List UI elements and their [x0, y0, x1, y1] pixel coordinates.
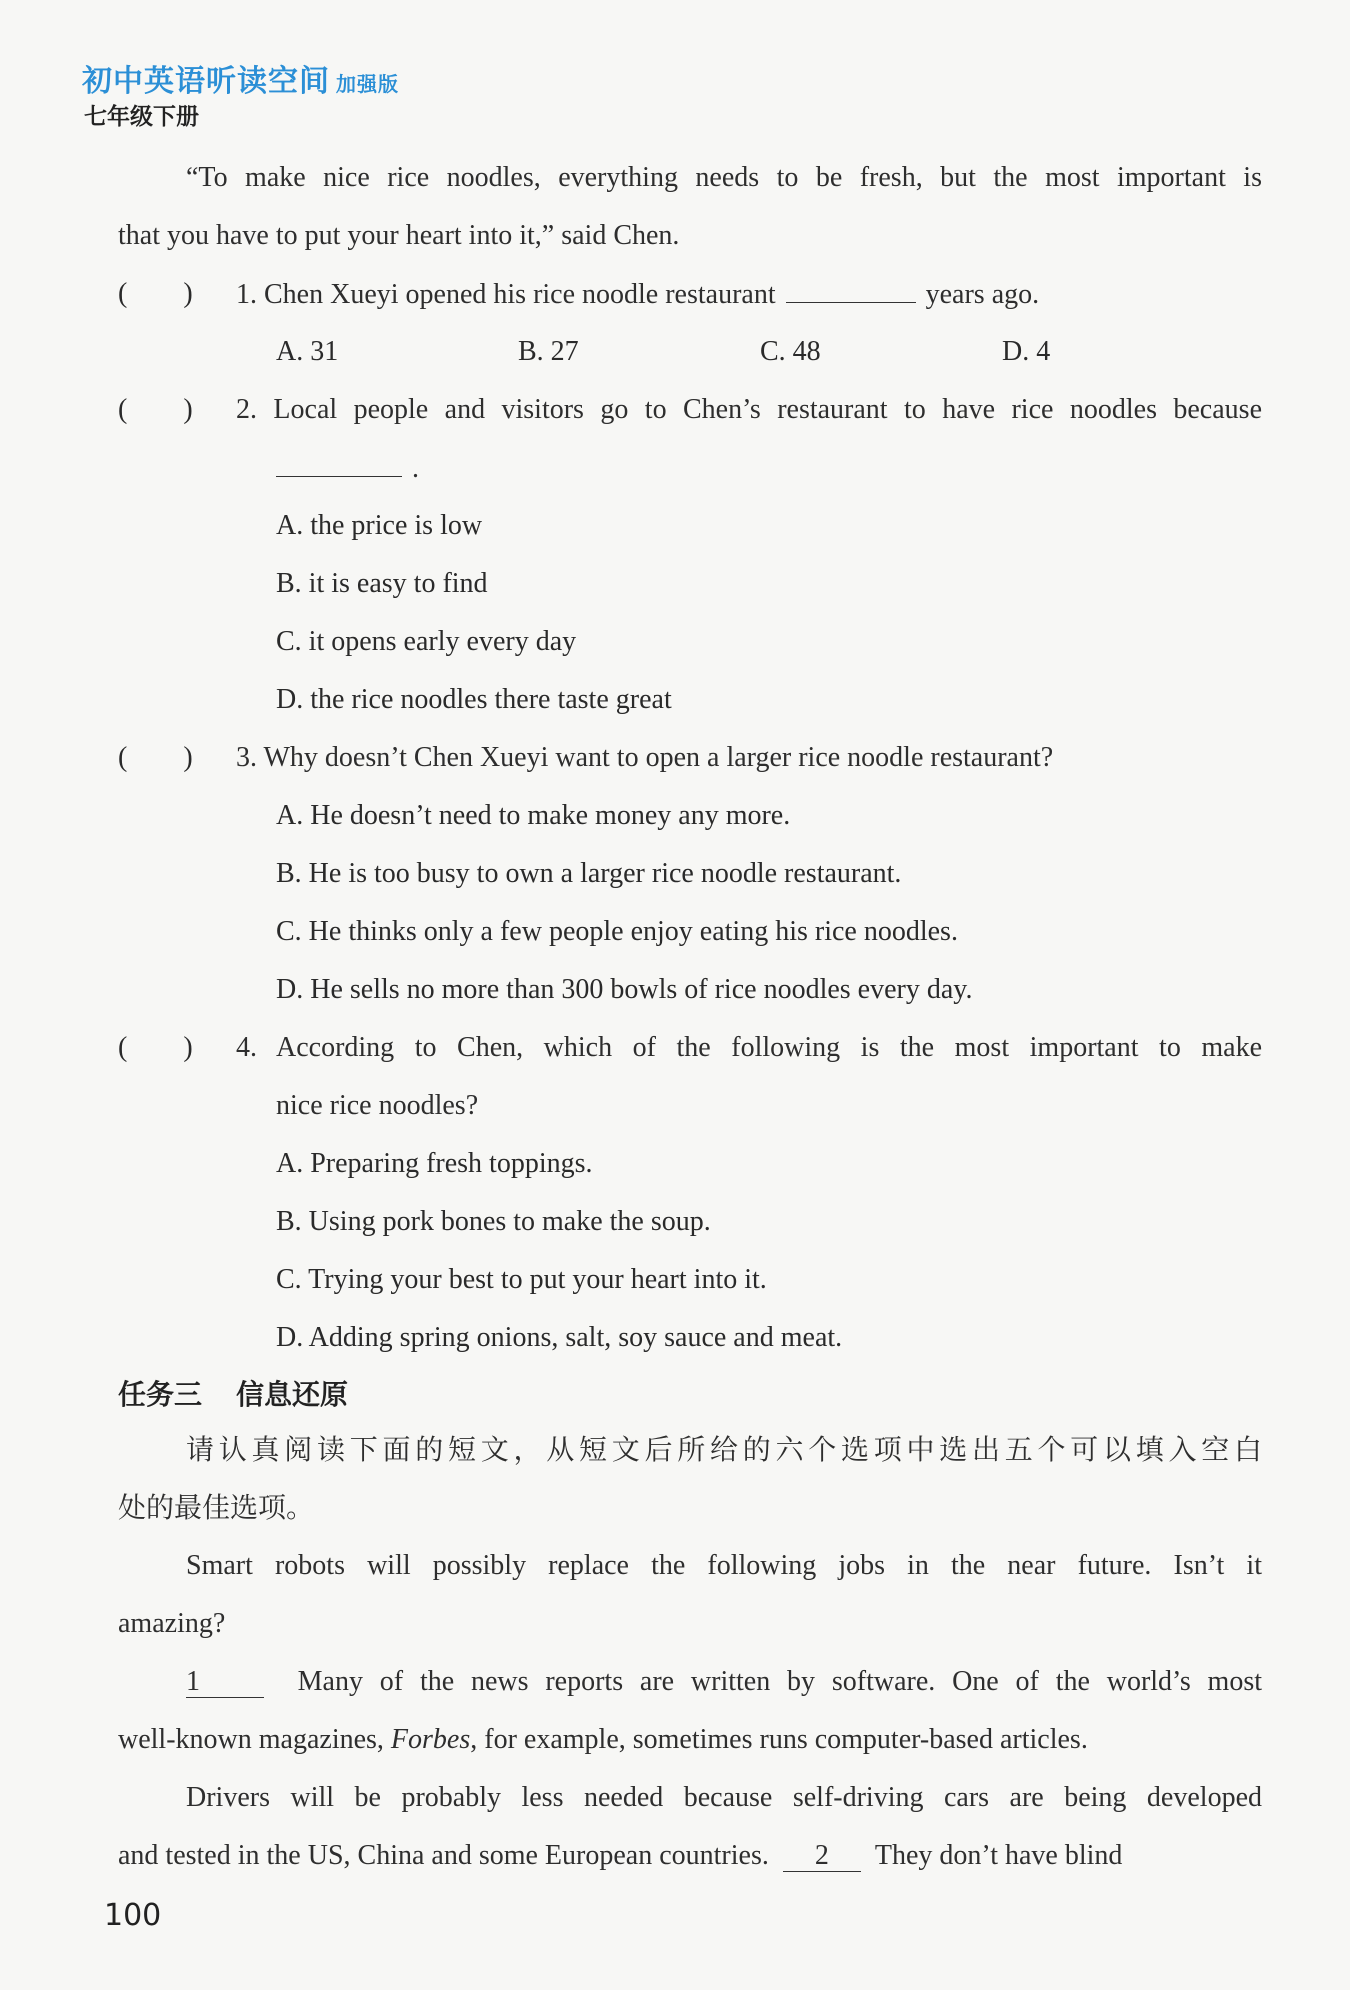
- answer-bracket-2[interactable]: ( ): [118, 394, 193, 425]
- option-1d: D. 4: [1002, 336, 1051, 367]
- question-1-options: [276, 334, 1244, 370]
- passage-p2-post: , for example, sometimes runs computer-based articles.: [470, 1724, 1088, 1755]
- passage-p3-line-2: [118, 1838, 1262, 1874]
- passage-p2-line-1-text: Many of the news reports are written by software. One of the world’s most: [297, 1666, 1263, 1697]
- option-3b: B. He is too busy to own a larger rice noodle restaurant.: [276, 858, 902, 889]
- option-2c: C. it opens early every day: [276, 626, 577, 657]
- option-3d: D. He sells no more than 300 bowls of rice noodles every day.: [276, 974, 973, 1005]
- question-4-line-1: 4. According to Chen, which of the following is the most important to make: [236, 1032, 1262, 1063]
- question-2-line-2: [276, 450, 419, 487]
- intro-line-1: “To make nice rice noodles, everything needs to be fresh, but the most important is: [186, 162, 1262, 193]
- option-1c: C. 48: [760, 336, 821, 367]
- page-number: 100: [104, 1898, 162, 1933]
- question-4-line-2: nice rice noodles?: [276, 1090, 479, 1121]
- question-2-period: .: [412, 453, 419, 484]
- option-3c: C. He thinks only a few people enjoy eating his rice noodles.: [276, 916, 958, 947]
- task-3-instruction-2: 处的最佳选项。: [118, 1491, 315, 1524]
- passage-p2-line-1: [186, 1664, 1262, 1700]
- option-1a: A. 31: [276, 336, 339, 367]
- question-1-text: 1. Chen Xueyi opened his rice noodle restaurant: [236, 279, 776, 310]
- blank-2: 2: [783, 1841, 861, 1872]
- task-3-title: 信息还原: [236, 1378, 349, 1411]
- passage-p2-line-2: [118, 1722, 1088, 1758]
- question-1-text-end: years ago.: [925, 279, 1040, 310]
- blank-1: 1: [186, 1667, 264, 1698]
- question-2-blank: [276, 450, 402, 477]
- answer-bracket-3[interactable]: ( ): [118, 742, 193, 773]
- option-4a: A. Preparing fresh toppings.: [276, 1148, 593, 1179]
- question-1-blank: [786, 276, 916, 303]
- option-3a: A. He doesn’t need to make money any more.: [276, 800, 791, 831]
- question-2-line-1: 2. Local people and visitors go to Chen’s restaurant to have rice noodles because: [236, 394, 1262, 425]
- option-4d: D. Adding spring onions, salt, soy sauce and meat.: [276, 1322, 843, 1353]
- question-1: [236, 276, 1039, 313]
- task-3-heading: [118, 1373, 348, 1413]
- answer-bracket-1[interactable]: ( ): [118, 278, 193, 309]
- passage-p3-post: They don’t have blind: [874, 1840, 1123, 1871]
- edition-label: 加强版: [336, 72, 399, 96]
- question-3: 3. Why doesn’t Chen Xueyi want to open a larger rice noodle restaurant?: [236, 742, 1054, 773]
- option-4c: C. Trying your best to put your heart into it.: [276, 1264, 767, 1295]
- task-3-instruction-1: 请认真阅读下面的短文，从短文后所给的六个选项中选出五个可以填入空白: [186, 1433, 1262, 1466]
- option-2d: D. the rice noodles there taste great: [276, 684, 672, 715]
- intro-line-2: that you have to put your heart into it,” said Chen.: [118, 220, 680, 251]
- option-1b: B. 27: [518, 336, 579, 367]
- passage-p3-line-1: Drivers will be probably less needed because self-driving cars are being developed: [186, 1782, 1262, 1813]
- grade-label: 七年级下册: [84, 103, 199, 130]
- option-2a: A. the price is low: [276, 510, 483, 541]
- passage-p1-line-1: Smart robots will possibly replace the following jobs in the near future. Isn’t it: [186, 1550, 1262, 1581]
- passage-p3-pre: and tested in the US, China and some European countries.: [118, 1840, 769, 1871]
- answer-bracket-4[interactable]: ( ): [118, 1032, 193, 1063]
- option-4b: B. Using pork bones to make the soup.: [276, 1206, 711, 1237]
- book-title: [82, 56, 399, 100]
- task-3-label: 任务三: [118, 1378, 203, 1411]
- magazine-name: Forbes: [390, 1724, 471, 1755]
- option-2b: B. it is easy to find: [276, 568, 488, 599]
- passage-p2-pre: well-known magazines,: [118, 1724, 384, 1755]
- passage-p1-line-2: amazing?: [118, 1608, 226, 1639]
- book-title-text: 初中英语听读空间: [82, 64, 330, 99]
